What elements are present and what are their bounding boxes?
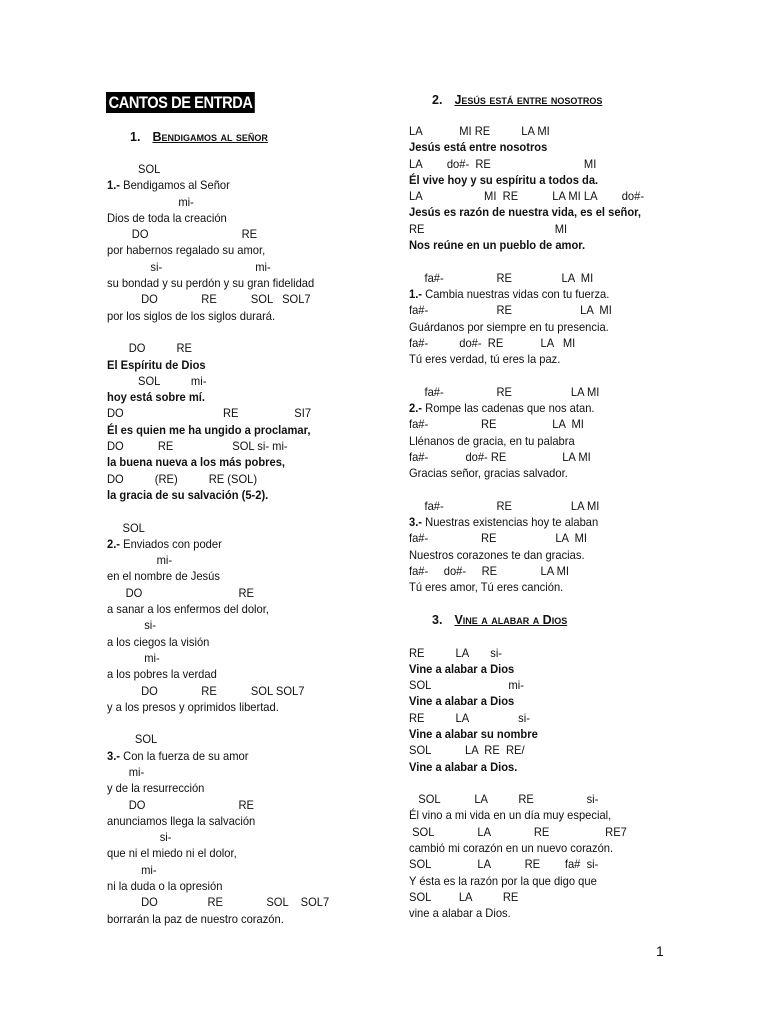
lyric-text: Gracias señor, gracias salvador.	[409, 466, 568, 481]
lyric-line	[409, 172, 716, 188]
chord-line	[107, 161, 414, 177]
lyric-line	[107, 487, 414, 503]
chord-text: DO RE	[107, 797, 254, 812]
chord-line	[409, 824, 716, 840]
lyric-text: borrarán la paz de nuestro corazón.	[107, 911, 284, 926]
chord-text: RE LA si-	[409, 645, 503, 660]
lyric-line	[409, 905, 716, 921]
lyric-line	[409, 693, 716, 709]
blank-line	[107, 324, 437, 340]
song-title: Vine a alabar a Dios	[454, 612, 568, 627]
chord-text: DO RE	[107, 585, 254, 600]
song-title: Bendigamos al señor	[152, 130, 268, 144]
chord-line	[107, 585, 414, 601]
lyric-text: a los ciegos la visión	[107, 634, 210, 649]
lyric-text: a sanar a los enfermos del dolor,	[107, 602, 269, 617]
chord-line	[409, 742, 716, 758]
chord-line	[107, 829, 414, 845]
lyric-text: y a los presos y oprimidos libertad.	[107, 699, 279, 714]
chord-text: fa#- do#- RE LA MI	[409, 564, 570, 579]
blank-line	[409, 482, 739, 498]
chord-text: DO RE SI7	[107, 406, 312, 421]
lyric-line	[107, 357, 414, 373]
chord-text: si-	[107, 618, 156, 633]
lyric-text: que ni el miedo ni el dolor,	[107, 846, 237, 861]
chord-text: SOL	[107, 520, 145, 535]
chord-line	[409, 498, 716, 514]
chord-line	[107, 650, 414, 666]
chord-line	[409, 221, 716, 237]
lyric-text: El Espíritu de Dios	[107, 357, 206, 372]
lyric-text: Rompe las cadenas que nos atan.	[422, 401, 595, 416]
chord-text: fa#- RE LA MI	[409, 270, 594, 285]
chord-line	[409, 384, 716, 400]
lyric-text: Él es quien me ha ungido a proclamar,	[107, 422, 311, 437]
lyric-line	[107, 177, 414, 193]
lyric-text: Jesús es razón de nuestra vida, es el señor,	[409, 205, 641, 220]
lyric-line	[409, 286, 716, 302]
lyric-line	[409, 759, 716, 775]
lyric-line	[107, 911, 414, 927]
lyric-line	[409, 514, 716, 530]
chord-line	[409, 302, 716, 318]
chord-text: RE LA si-	[409, 710, 530, 725]
blank-line	[107, 715, 437, 731]
chord-line	[107, 405, 414, 421]
lyric-text: Guárdanos por siempre en tu presencia.	[409, 319, 609, 334]
lyric-line	[107, 601, 414, 617]
chord-line	[107, 520, 414, 536]
chord-text: fa#- RE LA MI	[409, 498, 600, 513]
lyric-text: a los pobres la verdad	[107, 667, 217, 682]
song-heading-3	[432, 612, 739, 628]
lyric-text: la buena nueva a los más pobres,	[107, 455, 286, 470]
chord-line	[409, 791, 716, 807]
blank-line	[409, 775, 739, 791]
lyric-text: vine a alabar a Dios.	[409, 906, 511, 921]
verse-number: 3.-	[409, 515, 423, 530]
chord-line	[409, 416, 716, 432]
chord-line	[409, 889, 716, 905]
lyric-line	[409, 433, 716, 449]
chord-text: SOL LA RE RE7	[409, 824, 627, 839]
lyric-line	[107, 699, 414, 715]
verse-number: 3.-	[107, 748, 121, 763]
song-number: 3.	[432, 612, 443, 627]
lyric-line	[409, 661, 716, 677]
chord-text: SOL mi-	[107, 373, 207, 388]
lyric-line	[409, 319, 716, 335]
chord-line	[107, 683, 414, 699]
chord-text: LA MI RE LA MI LA do#-	[409, 189, 645, 204]
lyric-text: Cambia nuestras vidas con tu fuerza.	[422, 286, 610, 301]
chord-text: DO (RE) RE (SOL)	[107, 471, 258, 486]
lyric-text: Él vive hoy y su espíritu a todos da.	[409, 172, 599, 187]
lyric-line	[409, 139, 716, 155]
lyric-line	[107, 780, 414, 796]
chord-text: fa#- RE LA MI	[409, 417, 584, 432]
lyric-text: Bendigamos al Señor	[120, 178, 230, 193]
lyric-text: Vine a alabar a Dios	[409, 694, 515, 709]
song-number: 1.	[130, 130, 141, 144]
chord-line	[409, 188, 716, 204]
lyric-text: Tú eres amor, Tú eres canción.	[409, 580, 564, 595]
document-title: CANTOS DE ENTRDA	[106, 92, 255, 113]
chord-text: mi-	[107, 764, 145, 779]
lyric-line	[107, 813, 414, 829]
right-column	[409, 123, 739, 922]
blank-line	[107, 503, 437, 519]
lyric-line	[107, 422, 414, 438]
chord-line	[107, 259, 414, 275]
verse-number: 2.-	[107, 536, 121, 551]
lyric-line	[107, 748, 414, 764]
lyric-line	[409, 547, 716, 563]
chord-line	[107, 194, 414, 210]
lyric-line	[107, 308, 414, 324]
blank-line	[409, 628, 739, 644]
lyric-text: Nos reúne en un pueblo de amor.	[409, 238, 586, 253]
chord-line	[107, 438, 414, 454]
lyric-text: cambió mi corazón en un nuevo corazón.	[409, 841, 614, 856]
chord-line	[107, 340, 414, 356]
lyric-text: Vine a alabar a Dios.	[409, 759, 518, 774]
chord-text: mi-	[107, 650, 160, 665]
lyric-text: ni la duda o la opresión	[107, 879, 223, 894]
lyric-text: Dios de toda la creación	[107, 210, 227, 225]
chord-line	[107, 291, 414, 307]
chord-line	[409, 677, 716, 693]
lyric-text: y de la resurrección	[107, 781, 205, 796]
lyric-text: Llénanos de gracia, en tu palabra	[409, 433, 575, 448]
lyric-text: Tú eres verdad, tú eres la paz.	[409, 352, 561, 367]
chord-line	[107, 471, 414, 487]
chord-line	[409, 710, 716, 726]
chord-line	[107, 894, 414, 910]
lyric-line	[107, 242, 414, 258]
chord-text: fa#- RE LA MI	[409, 531, 587, 546]
chord-line	[409, 270, 716, 286]
chord-text: DO RE SOL SOL7	[107, 683, 305, 698]
chord-line	[409, 530, 716, 546]
lyric-text: Y ésta es la razón por la que digo que	[409, 873, 597, 888]
chord-text: SOL	[107, 732, 158, 747]
song-heading-1	[130, 129, 268, 145]
verse-number: 1.-	[409, 286, 423, 301]
chord-line	[107, 617, 414, 633]
chord-text: SOL mi-	[409, 678, 524, 693]
lyric-line	[409, 237, 716, 253]
chord-line	[409, 563, 716, 579]
lyric-line	[107, 389, 414, 405]
lyric-text: por habernos regalado su amor,	[107, 243, 266, 258]
lyric-line	[107, 210, 414, 226]
lyric-line	[107, 568, 414, 584]
lyric-line	[107, 275, 414, 291]
chord-line	[409, 449, 716, 465]
chord-text: SOL LA RE RE/	[409, 743, 525, 758]
chord-text: mi-	[107, 194, 194, 209]
blank-line	[409, 253, 739, 269]
chord-line	[107, 797, 414, 813]
lyric-line	[409, 840, 716, 856]
lyric-line	[107, 454, 414, 470]
chord-line	[107, 764, 414, 780]
chord-line	[107, 731, 414, 747]
lyric-line	[107, 634, 414, 650]
chord-text: mi-	[107, 553, 173, 568]
lyric-line	[409, 726, 716, 742]
chord-line	[107, 862, 414, 878]
chord-text: LA MI RE LA MI	[409, 124, 550, 138]
blank-line	[409, 367, 739, 383]
lyric-line	[409, 465, 716, 481]
lyric-text: su bondad y su perdón y su gran fidelidad	[107, 276, 315, 291]
lyric-text: Nuestros corazones te dan gracias.	[409, 547, 585, 562]
song-title: Jesús está entre nosotros	[454, 93, 603, 107]
lyric-text: hoy está sobre mí.	[107, 390, 205, 405]
lyric-text: Con la fuerza de su amor	[120, 748, 249, 763]
chord-text: fa#- do#- RE LA MI	[409, 335, 576, 350]
song-number: 2.	[432, 93, 443, 107]
lyric-text: en el nombre de Jesús	[107, 569, 220, 584]
chord-text: SOL LA RE fa# si-	[409, 857, 599, 872]
left-column	[107, 161, 437, 927]
chord-line	[409, 335, 716, 351]
song-heading-2	[432, 92, 602, 108]
blank-line	[409, 596, 739, 612]
chord-text: SOL LA RE si-	[409, 792, 599, 807]
lyric-text: Vine a alabar a Dios	[409, 661, 515, 676]
lyric-text: Vine a alabar su nombre	[409, 726, 538, 741]
chord-text: DO RE	[107, 227, 258, 242]
lyric-line	[107, 666, 414, 682]
chord-line	[107, 226, 414, 242]
lyric-line	[409, 204, 716, 220]
chord-text: DO RE SOL SOL7	[107, 895, 330, 910]
chord-line	[409, 645, 716, 661]
chord-text: SOL LA RE	[409, 889, 519, 904]
lyric-line	[409, 351, 716, 367]
lyric-line	[409, 873, 716, 889]
lyric-line	[409, 579, 716, 595]
lyric-line	[409, 807, 716, 823]
lyric-text: por los siglos de los siglos durará.	[107, 308, 276, 323]
lyric-text: Enviados con poder	[120, 536, 222, 551]
chord-text: DO RE SOL si- mi-	[107, 439, 288, 454]
lyric-text: la gracia de su salvación (5-2).	[107, 487, 269, 502]
chord-text: DO RE	[107, 341, 192, 356]
chord-text: si- mi-	[107, 259, 271, 274]
chord-text: fa#- RE LA MI	[409, 384, 600, 399]
page-number: 1	[656, 943, 664, 959]
chord-line	[409, 856, 716, 872]
chord-line	[107, 552, 414, 568]
chord-text: si-	[107, 830, 172, 845]
lyric-text: Jesús está entre nosotros	[409, 140, 548, 155]
chord-line	[409, 156, 716, 172]
chord-text: mi-	[107, 862, 157, 877]
chord-text: RE MI	[409, 221, 568, 236]
lyric-line	[107, 878, 414, 894]
lyric-line	[409, 400, 716, 416]
lyric-line	[107, 536, 414, 552]
chord-text: DO RE SOL SOL7	[107, 292, 311, 307]
chord-text: LA do#- RE MI	[409, 156, 597, 171]
chord-text: fa#- do#- RE LA MI	[409, 449, 591, 464]
lyric-text: Nuestras existencias hoy te alaban	[422, 515, 599, 530]
chord-text: SOL	[107, 162, 161, 176]
lyric-line	[107, 845, 414, 861]
lyric-text: anunciamos llega la salvación	[107, 813, 256, 828]
chord-line	[107, 373, 414, 389]
lyric-text: Él vino a mi vida en un día muy especial,	[409, 808, 612, 823]
chord-line	[409, 123, 716, 139]
chord-text: fa#- RE LA MI	[409, 303, 612, 318]
verse-number: 2.-	[409, 401, 423, 416]
verse-number: 1.-	[107, 178, 121, 193]
